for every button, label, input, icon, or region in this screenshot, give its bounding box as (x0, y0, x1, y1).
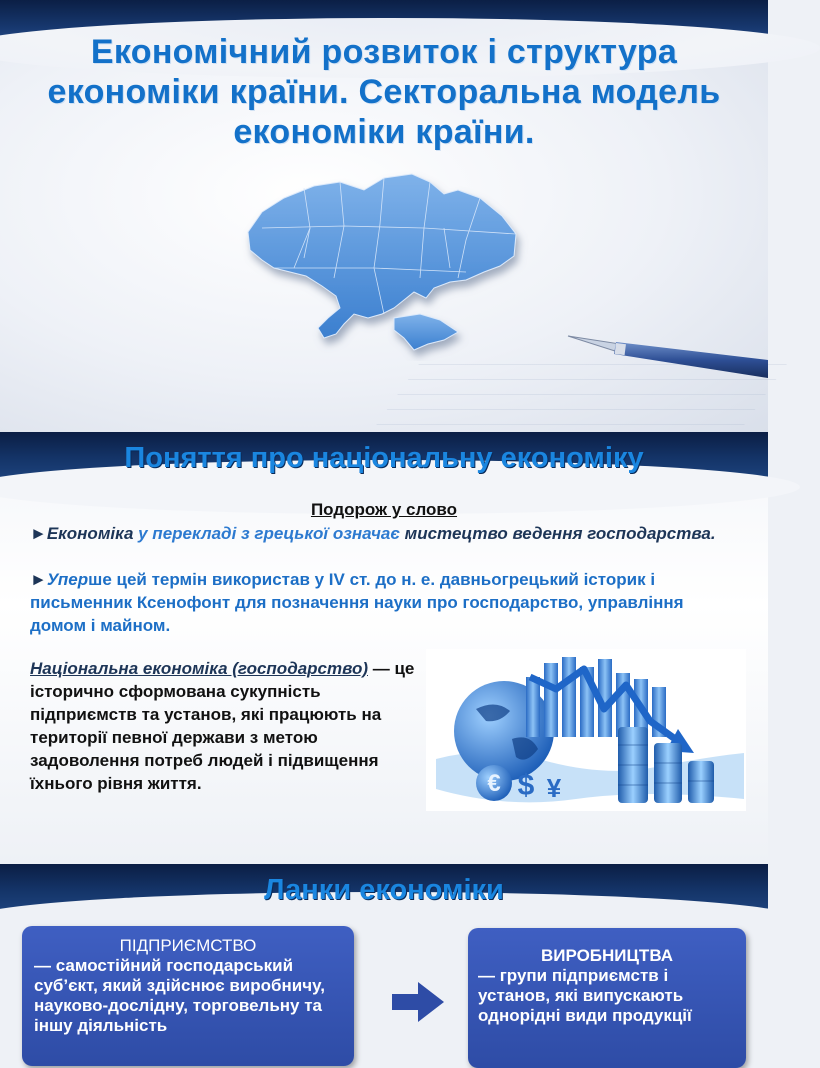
bullet-arrow: ► (30, 524, 47, 543)
term-economy: Економіка (46, 524, 134, 543)
section-heading: Ланки економіки (264, 874, 504, 906)
euro-symbol: € (487, 770, 501, 797)
arrow-right-icon (388, 980, 448, 1024)
history-first-word: Упер (46, 570, 89, 589)
meaning-text: мистецтво ведення господарства. (404, 524, 716, 543)
industries-box (468, 928, 746, 1068)
enterprise-text: — самостійний господарський суб’єкт, який здійснює виробничу, науково-дослідну, торговельну та іншу діяльність (34, 956, 326, 1035)
history-text: ше цей термін використав у IV ст. до н. е. давньогрецький історик і письменник Ксенофонт для позначення науки про господарство, управління домом і майном. (30, 570, 684, 635)
industries-title: ВИРОБНИЦТВА (540, 946, 674, 965)
slide-title-page (0, 0, 768, 432)
subheading: Подорож у слово (310, 500, 458, 519)
slide-title: Економічний розвиток і структура економіки країни. Секторальна модель економіки країни. (47, 33, 721, 151)
yen-symbol: ¥ (546, 773, 562, 803)
definition-text: — це історично сформована сукупність підприємств та установ, які працюють на території певної держави з метою задоволення потреб людей і підвищення їхнього рівня життя. (30, 659, 415, 793)
etymology-text: у перекладі з грецької означає (133, 524, 405, 543)
slide-national-economy (0, 432, 768, 864)
ukraine-map (244, 168, 524, 358)
enterprise-box (22, 926, 354, 1066)
paragraph-etymology (30, 522, 740, 545)
enterprise-title: ПІДПРИЄМСТВО (119, 936, 257, 955)
definition-block (30, 657, 415, 795)
section-heading: Поняття про національну економіку (124, 442, 644, 474)
slide-economy-links (0, 864, 768, 1035)
definition-term: Національна економіка (господарство) (30, 659, 368, 678)
industries-text: — групи підприємств і установ, які випускають однорідні види продукції (478, 966, 692, 1025)
coin-stacks-icon (618, 727, 714, 803)
economy-illustration (426, 649, 746, 811)
pen-image (560, 330, 768, 390)
dollar-symbol: $ (517, 769, 535, 802)
bullet-arrow: ► (30, 570, 47, 589)
paragraph-history (30, 568, 740, 637)
